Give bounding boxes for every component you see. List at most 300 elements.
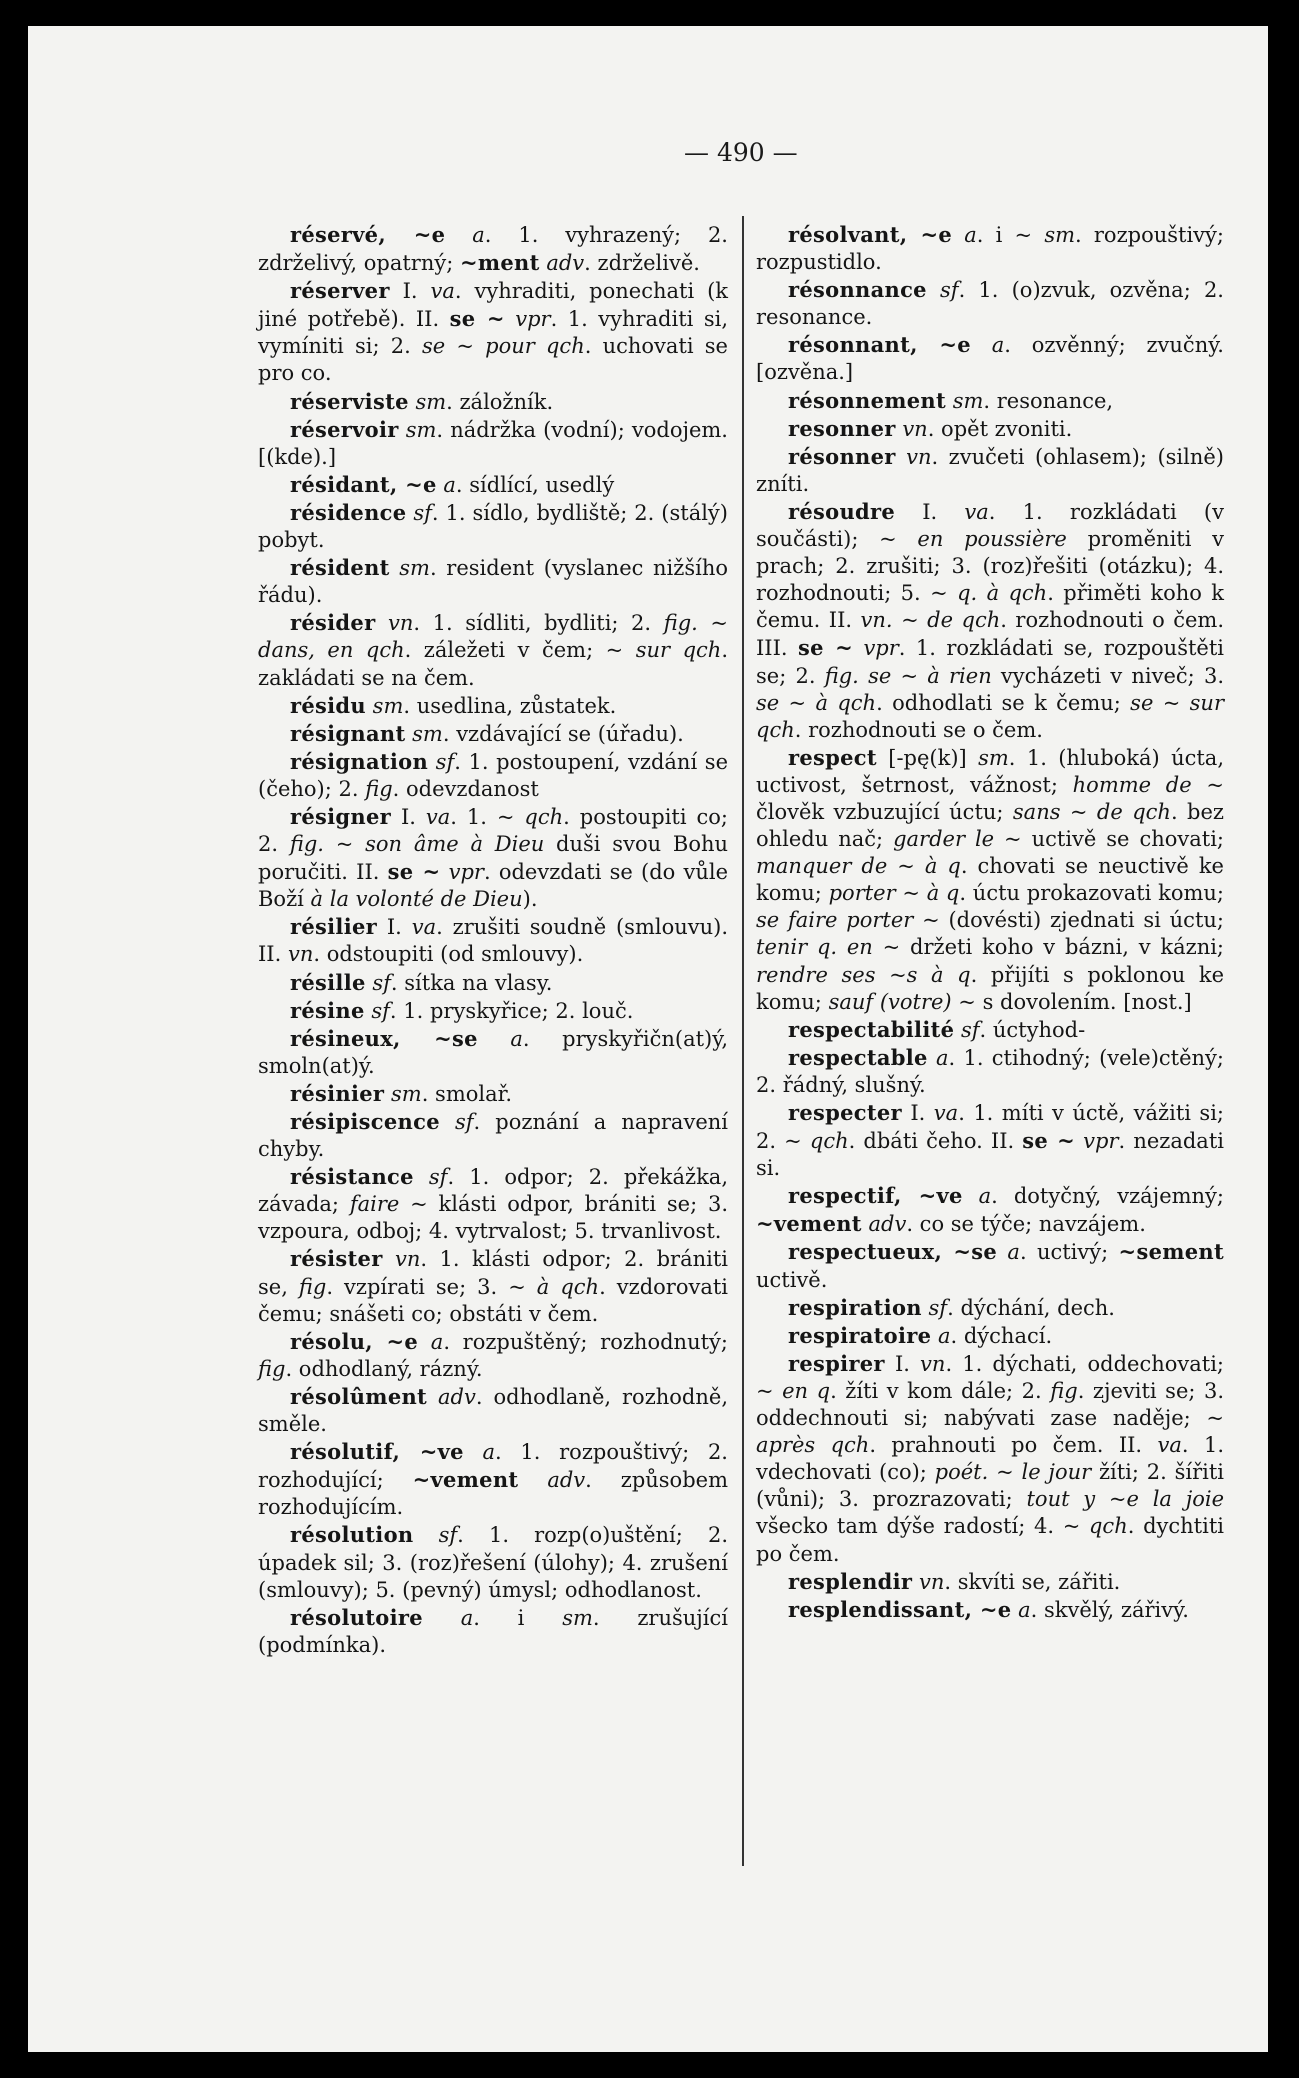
- entry-headword: résonner: [788, 443, 896, 469]
- entry-text: . rozpuštěný; rozhodnutý;: [443, 1329, 728, 1354]
- entry-text: I.: [901, 1101, 934, 1125]
- dictionary-entry: [258, 609, 728, 691]
- entry-headword: résolutoire: [290, 1604, 423, 1630]
- dictionary-entry: [258, 1108, 728, 1163]
- entry-italic-text: sans ~ de qch: [1012, 799, 1171, 824]
- dictionary-entry: [756, 387, 1224, 415]
- entry-headword: respiratoire: [788, 1322, 932, 1348]
- entry-text: proměniti v prach; 2. zrušiti; 3. (roz)řešiti (otázku); 4. rozhodnouti; 5.: [756, 527, 1225, 606]
- entry-text: [952, 223, 964, 247]
- entry-text: . vzdorovati čemu; snášeti co; obstáti v čem.: [258, 1274, 728, 1326]
- entry-italic-text: a: [482, 1440, 496, 1465]
- entry-text: . prahnouti po čem. II.: [869, 1433, 1158, 1458]
- entry-text: . uctivý;: [1019, 1240, 1119, 1265]
- dictionary-entry: [756, 498, 1224, 744]
- entry-text: I.: [389, 279, 431, 304]
- entry-italic-text: ~ à qch: [508, 1274, 600, 1299]
- entry-italic-text: adv: [547, 1468, 586, 1493]
- entry-italic-text: vpr: [448, 860, 484, 885]
- entry-headword: réserviste: [290, 388, 409, 414]
- entry-headword: résolûment: [290, 1383, 428, 1409]
- dictionary-entry: [258, 748, 728, 803]
- entry-italic-text: vn: [388, 611, 414, 636]
- entry-text: . resident (vyslanec nižšího řádu).: [258, 556, 728, 608]
- dictionary-entry: [258, 1245, 728, 1327]
- entry-text: . pryskyřičn(at)ý, smoln(at)ý.: [258, 1026, 728, 1078]
- entry-text: . 1. vyhraditi si, vymíniti si; 2.: [258, 307, 729, 359]
- entry-headword: résident: [290, 555, 390, 581]
- entry-headword: respiration: [788, 1294, 922, 1320]
- entry-italic-text: se ~ pour qch: [421, 334, 585, 359]
- entry-text: . 1. rozp(o)uštění; 2. úpadek sil; 3. (roz)řešení (úlohy); 4. zrušení (smlouvy); 5. (pevný) úmysl; odhodlanost.: [258, 1523, 728, 1602]
- entry-italic-text: vn: [918, 1569, 945, 1594]
- entry-italic-text: a: [978, 1184, 992, 1209]
- entry-headword: résineux, ~se: [290, 1025, 478, 1051]
- entry-italic-text: sm: [952, 388, 984, 413]
- entry-text: [445, 223, 472, 247]
- entry-italic-text: a: [936, 1045, 949, 1070]
- entry-text: . nádržka (vodní); vodojem. [(kde).]: [258, 417, 728, 469]
- entry-text: . přijíti s poklonou ke komu;: [756, 962, 1225, 1014]
- entry-headword: résine: [290, 997, 365, 1023]
- entry-italic-text: va: [964, 499, 989, 524]
- entry-italic-text: ~ sm: [1014, 223, 1076, 247]
- entry-headword: se ~: [1022, 1128, 1076, 1154]
- entry-text: . zakládati se na čem.: [258, 638, 729, 690]
- entry-text: . odstoupiti (od smlouvy).: [313, 942, 584, 967]
- entry-italic-text: a: [1007, 1240, 1020, 1265]
- entry-headword: résipiscence: [290, 1109, 440, 1134]
- entry-headword: résolution: [290, 1522, 414, 1548]
- entry-text: [853, 636, 863, 660]
- dictionary-entry: [258, 554, 728, 609]
- entry-text: [384, 1082, 391, 1106]
- entry-text: . bez ohledu nač;: [756, 799, 1224, 852]
- entry-italic-text: ~ sur qch: [605, 638, 722, 663]
- entry-text: . opět zvoniti.: [927, 416, 1073, 441]
- entry-text: . vzpírati se; 3.: [326, 1274, 509, 1299]
- entry-text: . 1. (hluboká) úcta, uctivost, šetrnost, vážnost;: [756, 745, 1224, 797]
- dictionary-entry: [756, 1322, 1224, 1350]
- entry-text: . rozpouštivý; rozpustidlo.: [756, 223, 1224, 275]
- entry-headword: résolvant, ~e: [788, 222, 953, 247]
- entry-italic-text: vpr: [1083, 1129, 1119, 1154]
- entry-text: . zrušiti soudně (smlouvu). II.: [258, 915, 729, 967]
- entry-text: . uchovati se pro co.: [258, 334, 728, 386]
- left-column: [258, 221, 728, 1659]
- entry-italic-text: sf: [371, 998, 390, 1023]
- entry-headword: respect: [788, 744, 877, 770]
- entry-headword: résignation: [290, 748, 429, 774]
- entry-italic-text: adv: [438, 1384, 476, 1409]
- entry-italic-text: vn: [906, 444, 932, 469]
- entry-italic-text: ~ en q: [756, 1378, 831, 1403]
- entry-italic-text: va: [933, 1101, 959, 1125]
- entry-italic-text: sf: [928, 1295, 948, 1320]
- entry-text: . poznání a napravení chyby.: [258, 1110, 728, 1162]
- entry-headword: résonnement: [788, 387, 947, 413]
- entry-headword: respectable: [788, 1044, 928, 1070]
- entry-headword: respirer: [788, 1350, 885, 1376]
- entry-italic-text: adv: [868, 1212, 907, 1237]
- entry-text: [427, 1385, 438, 1409]
- dictionary-entry: [258, 1521, 728, 1603]
- entry-text: . vzdávající se (úřadu).: [442, 721, 684, 746]
- entry-italic-text: adv: [546, 251, 585, 276]
- entry-text: . postoupiti co; 2.: [258, 804, 729, 857]
- dictionary-entry: [756, 331, 1224, 386]
- entry-text: . sítka na vlasy.: [390, 970, 553, 995]
- dictionary-entry: [756, 1099, 1224, 1182]
- entry-text: . 1. pryskyřice; 2. louč.: [389, 998, 634, 1023]
- dictionary-entry: [258, 1604, 728, 1659]
- entry-text: [375, 611, 388, 635]
- entry-headword: se ~: [797, 635, 854, 661]
- entry-text: všecko tam dýše radostí; 4.: [756, 1514, 1063, 1539]
- entry-italic-text: ~ après qch: [756, 1406, 1224, 1458]
- entry-text: . vyhraditi, ponechati (k jiné potřebě). II.: [258, 279, 729, 332]
- entry-text: držeti koho v bázni, v kázni;: [900, 935, 1225, 960]
- entry-italic-text: sf: [454, 1110, 474, 1134]
- dictionary-entry: [258, 499, 728, 554]
- entry-headword: ~vement: [412, 1467, 519, 1493]
- entry-headword: résonnant, ~e: [788, 332, 971, 358]
- entry-text: . co se týče; navzájem.: [906, 1212, 1146, 1237]
- entry-headword: resplendissant, ~e: [788, 1596, 1012, 1622]
- entry-italic-text: vn. ~ de qch: [860, 608, 1001, 633]
- entry-text: [413, 1523, 438, 1547]
- entry-italic-text: sm: [405, 417, 437, 442]
- entry-text: [927, 278, 940, 302]
- entry-headword: resplendir: [788, 1568, 913, 1594]
- entry-italic-text: ~ qch: [1062, 1514, 1128, 1539]
- entry-italic-text: vn: [395, 1247, 421, 1272]
- dictionary-entry: [258, 692, 728, 720]
- dictionary-entry: [756, 1182, 1224, 1238]
- entry-text: . 1. (o)zvuk, ozvěna; 2. resonance.: [756, 278, 1224, 330]
- entry-italic-text: a: [1018, 1597, 1031, 1622]
- entry-italic-text: tout y ~e la joie: [1026, 1487, 1224, 1512]
- entry-text: [862, 1212, 869, 1236]
- dictionary-entry: [258, 969, 728, 997]
- dictionary-entry: [258, 388, 728, 416]
- entry-italic-text: sm: [372, 693, 404, 718]
- entry-text: . 1.: [450, 804, 497, 829]
- entry-text: [922, 1296, 929, 1320]
- entry-italic-text: se ~ à qch: [756, 690, 877, 715]
- entry-italic-text: fig: [1050, 1378, 1078, 1403]
- entry-text: . 1. míti v úctě, vážiti si; 2.: [756, 1101, 1224, 1154]
- entry-italic-text: a: [460, 1605, 474, 1630]
- entry-text: . záležeti v čem;: [404, 638, 606, 663]
- entry-text: (dovésti) zjednati si úctu;: [939, 908, 1224, 933]
- entry-text: . 1. ctihodný; (vele)ctěný; 2. řádný, slušný.: [756, 1045, 1224, 1097]
- dictionary-entry: [756, 1568, 1224, 1596]
- entry-text: [931, 1324, 938, 1348]
- entry-text: I.: [895, 499, 965, 524]
- page-number: — 490 —: [684, 138, 798, 167]
- entry-italic-text: sf: [960, 1017, 980, 1042]
- entry-text: . 1. sídliti, bydliti; 2.: [413, 611, 664, 636]
- entry-italic-text: sm: [412, 721, 443, 746]
- entry-headword: résigner: [290, 803, 392, 829]
- entry-italic-text: va: [430, 279, 455, 304]
- entry-text: uctivě se chovati;: [1021, 827, 1224, 852]
- entry-text: klásti odpor, brániti se; 3. vzpoura, odboj; 4. vytrvalost; 5. trvanlivost.: [258, 1192, 728, 1244]
- entry-headword: résistance: [290, 1164, 414, 1190]
- entry-italic-text: a: [510, 1026, 523, 1051]
- entry-italic-text: sf: [940, 278, 959, 303]
- entry-text: [478, 1027, 511, 1051]
- entry-italic-text: va: [411, 915, 437, 940]
- entry-text: [390, 556, 400, 580]
- entry-italic-text: sauf (votre) ~: [828, 989, 976, 1014]
- entry-text: [971, 333, 992, 357]
- entry-text: . dýchání, dech.: [947, 1295, 1115, 1320]
- entry-text: [414, 1165, 429, 1189]
- entry-text: [423, 1606, 461, 1630]
- entry-italic-text: vpr: [515, 307, 551, 332]
- entry-headword: respectueux, ~se: [788, 1239, 998, 1265]
- dictionary-entry: [258, 221, 728, 277]
- entry-italic-text: vpr: [863, 636, 899, 661]
- dictionary-entry: [756, 443, 1224, 498]
- entry-italic-text: se ~ sur qch: [756, 690, 1224, 742]
- entry-italic-text: rendre ses ~s à q: [756, 962, 971, 987]
- entry-italic-text: a: [991, 333, 1005, 358]
- entry-text: [-pę(k)]: [876, 745, 979, 770]
- entry-text: . odhodlaný, rázný.: [285, 1356, 483, 1381]
- entry-text: [1075, 1129, 1083, 1153]
- dictionary-entry: [756, 1350, 1224, 1568]
- entry-italic-text: vn: [902, 416, 928, 441]
- entry-text: . dotyčný, vzájemný;: [991, 1184, 1224, 1209]
- entry-text: . 1. klásti odpor; 2. brániti se,: [258, 1247, 728, 1299]
- entry-italic-text: sm: [399, 556, 430, 581]
- entry-headword: réserver: [290, 278, 390, 304]
- entry-italic-text: fig. ~ son âme à Dieu: [289, 832, 545, 857]
- entry-text: . skvělý, zářivý.: [1030, 1597, 1189, 1622]
- entry-text: [428, 750, 436, 774]
- dictionary-entry: [756, 415, 1224, 443]
- entry-text: . úctyhod-: [979, 1017, 1086, 1042]
- dictionary-entry: [258, 1080, 728, 1108]
- entry-headword: résille: [290, 969, 366, 995]
- entry-text: . odhodlaně, rozhodně, směle.: [258, 1384, 728, 1437]
- entry-headword: réservé, ~e: [290, 222, 446, 247]
- entry-text: člověk vzbuzující úctu;: [756, 799, 1013, 824]
- entry-headword: résider: [290, 610, 376, 636]
- entry-text: . zrušující (podmínka).: [258, 1605, 728, 1657]
- entry-italic-text: a: [472, 223, 485, 247]
- entry-italic-text: sf: [435, 749, 455, 774]
- entry-text: uctivě.: [756, 1267, 828, 1292]
- dictionary-entry: [258, 1438, 728, 1521]
- dictionary-page: [28, 26, 1268, 2052]
- entry-italic-text: fig: [298, 1274, 327, 1299]
- dictionary-entry: [258, 471, 728, 499]
- entry-text: duši svou Bohu poručiti. II.: [258, 832, 729, 885]
- entry-text: . zjeviti se; 3. oddechnouti si; nabývati zase naděje;: [756, 1378, 1225, 1431]
- entry-text: [963, 1184, 979, 1208]
- entry-italic-text: se faire porter ~: [756, 908, 940, 933]
- entry-text: . odevzdati se (do vůle Boží: [258, 860, 728, 912]
- entry-text: . úctu prokazovati komu;: [959, 881, 1224, 906]
- entry-headword: résolu, ~e: [290, 1328, 419, 1354]
- entry-italic-text: sf: [438, 1523, 458, 1548]
- entry-headword: résidu: [290, 692, 366, 718]
- entry-text: [928, 1046, 936, 1070]
- dictionary-entry: [258, 720, 728, 748]
- entry-headword: se ~: [387, 859, 441, 885]
- entry-italic-text: sm: [415, 389, 447, 414]
- dictionary-entry: [258, 1383, 728, 1438]
- entry-headword: respectif, ~ve: [788, 1183, 963, 1209]
- entry-italic-text: va: [1157, 1433, 1182, 1458]
- entry-italic-text: homme de ~: [1072, 772, 1224, 797]
- entry-headword: respectabilité: [788, 1016, 955, 1042]
- entry-text: . dychtiti po čem.: [756, 1514, 1224, 1566]
- entry-headword: résinier: [290, 1080, 385, 1106]
- dictionary-entry: [756, 221, 1224, 276]
- entry-italic-text: fig. ~ dans, en qch: [258, 611, 728, 663]
- entry-italic-text: porter ~ à q: [828, 881, 960, 906]
- entry-italic-text: à la volonté de Dieu: [310, 887, 523, 912]
- entry-italic-text: sm: [562, 1605, 593, 1630]
- entry-headword: résolutif, ~ve: [290, 1439, 464, 1465]
- entry-italic-text: a: [964, 223, 977, 247]
- entry-text: [440, 860, 448, 884]
- entry-text: . i: [976, 223, 1015, 247]
- entry-text: . chovati se neuctivě ke komu;: [756, 854, 1224, 906]
- dictionary-entry: [756, 1294, 1224, 1322]
- entry-text: s dovolením. [nost.]: [975, 989, 1192, 1014]
- entry-italic-text: sf: [372, 970, 391, 995]
- entry-text: . 1. dýchati, oddechovati;: [945, 1351, 1224, 1376]
- dictionary-entry: [258, 1025, 728, 1080]
- entry-text: . skvíti se, zářiti.: [944, 1569, 1121, 1594]
- entry-text: I.: [391, 804, 426, 829]
- entry-italic-text: garder le ~: [893, 827, 1022, 852]
- entry-text: . 1. rozpouštivý; 2. rozhodující;: [258, 1440, 728, 1493]
- entry-text: . 1. vyhrazený; 2. zdrželivý, opatrný;: [258, 223, 728, 276]
- entry-italic-text: poét. ~ le jour: [934, 1460, 1092, 1485]
- entry-text: [464, 1440, 483, 1464]
- entry-text: . 1. rozkládati (v součásti);: [756, 499, 1224, 552]
- entry-text: . i: [473, 1605, 563, 1630]
- dictionary-entry: [258, 1328, 728, 1383]
- entry-text: . sídlící, usedlý: [455, 472, 615, 497]
- entry-italic-text: fig. se ~ à rien: [824, 663, 992, 688]
- entry-text: [954, 1018, 961, 1042]
- entry-italic-text: faire ~: [349, 1192, 428, 1217]
- entry-text: [505, 307, 515, 331]
- entry-headword: résilier: [290, 914, 378, 940]
- entry-italic-text: sf: [428, 1165, 448, 1190]
- entry-text: [946, 389, 953, 413]
- entry-text: . zdrželivě.: [584, 251, 700, 276]
- entry-italic-text: sm: [978, 745, 1009, 770]
- entry-text: vycházeti v niveč; 3.: [991, 663, 1224, 688]
- entry-headword: réservoir: [290, 416, 399, 442]
- entry-text: . resonance,: [983, 388, 1114, 413]
- entry-headword: résidence: [290, 499, 407, 525]
- entry-text: . rozhodnouti o čem. III.: [756, 608, 1225, 661]
- entry-headword: résister: [290, 1246, 383, 1272]
- entry-text: . 1. odpor; 2. překážka, závada;: [258, 1165, 729, 1217]
- entry-text: . přiměti koho k čemu. II.: [756, 581, 1225, 633]
- entry-text: I.: [377, 915, 412, 940]
- entry-italic-text: manquer de ~ à q: [756, 854, 961, 879]
- dictionary-entry: [756, 276, 1224, 331]
- entry-text: . záložník.: [446, 389, 554, 414]
- entry-text: . 1. rozkládati se, rozpouštěti se; 2.: [756, 636, 1224, 688]
- entry-italic-text: ~ qch: [496, 804, 564, 829]
- entry-text: [997, 1240, 1007, 1264]
- entry-text: . rozhodnouti se o čem.: [794, 717, 1043, 742]
- entry-text: [383, 1247, 395, 1271]
- entry-italic-text: ~ qch: [784, 1129, 849, 1154]
- entry-text: . usedlina, zůstatek.: [403, 693, 617, 718]
- column-divider: [742, 216, 744, 1866]
- entry-text: [518, 1468, 547, 1492]
- entry-text: [366, 694, 373, 718]
- entry-text: . zvučeti (ohlasem); (silně) zníti.: [756, 444, 1224, 496]
- entry-italic-text: a: [937, 1323, 951, 1348]
- entry-headword: résignant: [290, 720, 406, 746]
- entry-text: . odevzdanost: [392, 776, 539, 801]
- entry-italic-text: vn: [920, 1351, 946, 1376]
- dictionary-entry: [258, 913, 728, 968]
- entry-italic-text: fig: [365, 776, 393, 801]
- entry-italic-text: a: [443, 472, 456, 497]
- entry-italic-text: ~ q. à qch: [930, 581, 1048, 606]
- dictionary-entry: [258, 277, 728, 387]
- entry-text: [440, 1110, 455, 1134]
- dictionary-entry: [756, 1016, 1224, 1044]
- entry-italic-text: a: [430, 1329, 444, 1354]
- entry-text: . nezadati si.: [756, 1129, 1224, 1181]
- entry-text: . dbáti čeho. II.: [848, 1129, 1023, 1154]
- entry-headword: ~sement: [1118, 1239, 1224, 1265]
- entry-text: ).: [522, 887, 538, 912]
- entry-text: . 1. postoupení, vzdání se (čeho); 2.: [258, 749, 728, 801]
- entry-text: . odhodlati se k čemu;: [876, 690, 1131, 715]
- entry-headword: ~vement: [756, 1211, 862, 1237]
- entry-headword: respecter: [788, 1100, 902, 1125]
- entry-text: . žíti v kom dále; 2.: [830, 1378, 1051, 1403]
- entry-text: . způsobem rozhodujícím.: [258, 1468, 728, 1520]
- entry-italic-text: fig: [258, 1356, 286, 1381]
- entry-text: [896, 445, 907, 469]
- entry-text: . 1. sídlo, bydliště; 2. (stálý) pobyt.: [258, 500, 728, 553]
- dictionary-entry: [756, 744, 1224, 1016]
- entry-headword: résoudre: [788, 498, 896, 524]
- entry-italic-text: vn: [287, 942, 314, 967]
- dictionary-entry: [258, 416, 728, 471]
- entry-headword: se ~: [449, 306, 505, 332]
- dictionary-entry: [756, 1596, 1224, 1624]
- dictionary-entry: [258, 997, 728, 1025]
- entry-italic-text: sm: [390, 1081, 422, 1106]
- dictionary-entry: [756, 1044, 1224, 1099]
- right-column: [756, 221, 1224, 1624]
- entry-italic-text: va: [425, 804, 451, 829]
- entry-italic-text: sf: [413, 500, 432, 525]
- entry-text: . ozvěnný; zvučný. [ozvěna.]: [756, 333, 1224, 385]
- entry-text: . 1. vdechovati (co);: [756, 1433, 1224, 1485]
- entry-headword: resonner: [788, 415, 896, 441]
